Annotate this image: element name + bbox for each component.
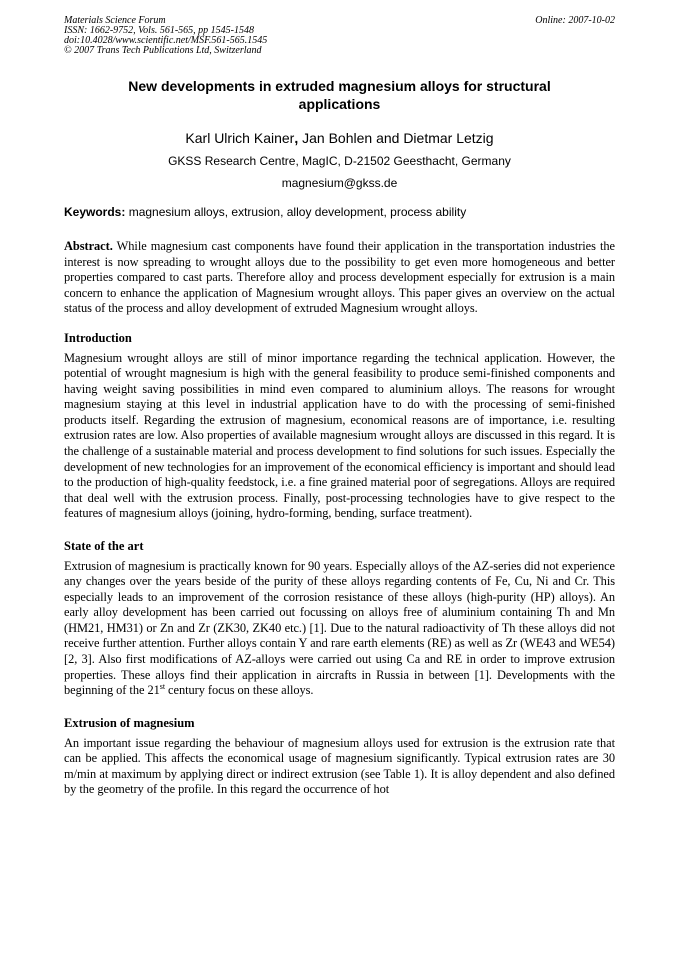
paper-page (64, 16, 615, 798)
abstract (64, 239, 615, 317)
online-date: Online: 2007-10-02 (535, 15, 615, 26)
keywords-label: Keywords: (64, 205, 126, 219)
author-separator: , (294, 130, 299, 146)
journal-issn: ISSN: 1662-9752, Vols. 561-565, pp 1545-1548 (64, 25, 254, 36)
superscript-st: st (159, 682, 165, 691)
journal-doi: doi:10.4028/www.scientific.net/MSF.561-565.1545 (64, 35, 268, 46)
journal-copyright: © 2007 Trans Tech Publications Ltd, Switzerland (64, 45, 262, 56)
journal-header (64, 16, 615, 56)
section-body-state-of-the-art (64, 559, 615, 699)
keywords (64, 205, 615, 219)
section-heading-introduction: Introduction (64, 330, 132, 345)
affiliation: GKSS Research Centre, MagIC, D-21502 Geesthacht, Germany (168, 154, 511, 168)
author-others: Jan Bohlen and Dietmar Letzig (298, 130, 494, 146)
abstract-text: While magnesium cast components have found their application in the transportation industries the interest is now spreading to wrought alloys due to the possibility to get even more homogeneous and better properties compared to cast parts. Therefore alloy and process development especially for extrusion is a main concern to enhance the application of Magnesium wrought alloys. This paper gives an overview on the actual status of the process and alloy development of extruded Magnesium wrought alloys. (64, 239, 615, 316)
journal-name: Materials Science Forum (64, 15, 166, 26)
author-email[interactable]: magnesium@gkss.de (281, 176, 398, 190)
abstract-label: Abstract. (64, 239, 113, 253)
section-heading-state-of-the-art: State of the art (64, 538, 144, 553)
section-body-introduction: Magnesium wrought alloys are still of minor importance regarding the technical application. However, the potential of wrought magnesium is high with the general feasibility to produce semi-finished components and having weight saving possibilities in mind even compared to aluminium alloys. The reasons for wrought magnesium staying at this level in industrial application have to do with the processing of semi-finished products itself. Regarding the extrusion of magnesium, economical reasons are of importance, i.e. resulting extrusion rates are low. Also properties of available magnesium wrought alloys are discussed in this regard. It is the challenge of a sustainable material and process development to find solutions for such issues. Especially the development of new technologies for an improvement of the economical efficiency is important and should lead to the production of high-quality feedstock, i.e. a fine grained material poor of segregations. Alloys are required that deal well with the extrusion process. Finally, post-processing technologies have to give respect to the features of magnesium alloys (joining, hydro-forming, bending, surface treatment). (64, 350, 615, 521)
state-text: Extrusion of magnesium is practically known for 90 years. Especially alloys of the AZ-series did not experience any changes over the years beside of the purity of these alloys regarding contents of Fe, Cu, Ni and Cr. This especially leads to an improvement of the corrosion resistance of these alloys (high-purity (HP) alloys). An early alloy development has been carried out focussing on alloys free of aluminium containing Th and Mn (HM21, HM31) or Zn and Zr (ZK30, ZK40 etc.) [1]. Due to the natural radioactivity of Th these alloys did not receive further attention. Further alloys contain Y and rare earth elements (RE) as well as Zr (WE43 and WE54) [2, 3]. Also first modifications of AZ-alloys were carried out using Ca and RE in order to improve extrusion properties. These alloys find their application in aircrafts in Russia in between [1]. Developments with the beginning of the 21 (64, 558, 615, 698)
paper-title: New developments in extruded magnesium alloys for structural applications (128, 78, 551, 112)
author-list (64, 130, 615, 147)
author-first: Karl Ulrich Kainer (185, 130, 295, 146)
section-heading-extrusion: Extrusion of magnesium (64, 715, 195, 730)
state-tail: century focus on these alloys. (165, 683, 314, 698)
section-body-extrusion: An important issue regarding the behaviour of magnesium alloys used for extrusion is the extrusion rate that can be applied. This affects the economical usage of magnesium significantly. Typical extrusion rates are 30 m/min at maximum by applying direct or indirect extrusion (see Table 1). It is alloy dependent and also defined by the geometry of the profile. In this regard the occurrence of hot (64, 735, 615, 797)
keywords-text: magnesium alloys, extrusion, alloy development, process ability (125, 205, 467, 219)
